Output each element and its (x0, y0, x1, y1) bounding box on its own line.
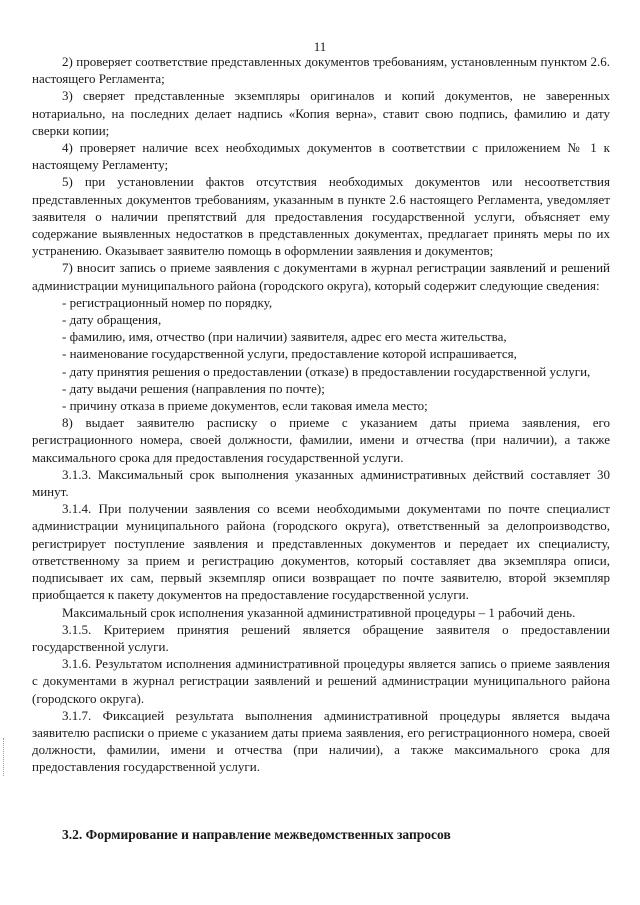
paragraph-3-1-4: 3.1.4. При получении заявления со всеми необходимыми документами по почте специалист администрации муниципального района (городского округа), ответственный за делопроизводство, регистрирует поступление заявления и представленных документов и передает их специалисту, ответственному за прием и регистрацию документов, который составляет два экземпляра описи, подписывает их сам, первый экземпляр описи возвращает по почте заявителю, второй экземпляр приобщается к пакету документов на предоставление государственной услуги. (32, 501, 610, 603)
scan-margin-mark (3, 738, 6, 776)
section-heading: 3.2. Формирование и направление межведомственных запросов (62, 827, 451, 842)
paragraph-max-term: Максимальный срок исполнения указанной административной процедуры – 1 рабочий день. (62, 604, 576, 620)
paragraph-3-1-7: 3.1.7. Фиксацией результата выполнения административной процедуры является выдача заявителю расписки о приеме с указанием даты приема заявления, его регистрационного номера, своей должности, фамилии, имени и отчества (при наличии), а также максимального срока для предоставления государственной услуги. (32, 707, 610, 775)
list-item-refusal-reason: - причину отказа в приеме документов, если таковая имела место; (62, 398, 428, 414)
paragraph-item-2: 2) проверяет соответствие представленных документов требованиям, установленным пунктом 2.6. настоящего Регламента; (32, 54, 610, 87)
list-item-service-name: - наименование государственной услуги, предоставление которой испрашивается, (62, 346, 517, 362)
list-item-decision-date: - дату принятия решения о предоставлении (отказе) в предоставлении государственной услуги, (62, 363, 591, 379)
paragraph-3-1-6: 3.1.6. Результатом исполнения административной процедуры является запись о приеме заявления с документами в журнал регистрации заявлений и решений администрации муниципального района (городского округа). (32, 656, 610, 706)
document-body (32, 53, 610, 776)
paragraph-3-1-3: 3.1.3. Максимальный срок выполнения указанных административных действий составляет 30 минут. (32, 466, 610, 500)
paragraph-item-8: 8) выдает заявителю расписку о приеме с указанием даты приема заявления, его регистрационного номера, своей должности, фамилии, имени и отчества (при наличии), а также максимального срока для предоставления государственной услуги. (32, 415, 610, 465)
list-item-request-date: - дату обращения, (62, 312, 162, 328)
paragraph-item-5: 5) при установлении фактов отсутствия необходимых документов или несоответствия представленных документов требованиям, указанным в пункте 2.6 настоящего Регламента, уведомляет заявителя о наличии препятствий для предоставления государственной услуги, объясняет ему содержание выявленных недостатков в представленных документах, предлагает принять меры по их устранению. Оказывает заявителю помощь в оформлении заявления и документов; (32, 174, 610, 259)
page-number: 11 (313, 39, 327, 54)
list-item-issue-date: - дату выдачи решения (направления по почте); (62, 380, 325, 396)
list-item-applicant-name: - фамилию, имя, отчество (при наличии) заявителя, адрес его места жительства, (62, 329, 507, 345)
paragraph-item-7: 7) вносит запись о приеме заявления с документами в журнал регистрации заявлений и решений администрации муниципального района (городского округа), который содержит следующие сведения: (32, 260, 610, 293)
list-item-registration-number: - регистрационный номер по порядку, (62, 294, 273, 310)
paragraph-3-1-5: 3.1.5. Критерием принятия решений является обращение заявителя о предоставлении государственной услуги. (32, 621, 610, 654)
paragraph-item-4: 4) проверяет наличие всех необходимых документов в соответствии с приложением № 1 к настоящему Регламенту; (32, 140, 610, 173)
paragraph-item-3: 3) сверяет представленные экземпляры оригиналов и копий документов, не заверенных нотариально, на последних делает надпись «Копия верна», ставит свою подпись, фамилию и дату сверки копии; (32, 88, 610, 138)
